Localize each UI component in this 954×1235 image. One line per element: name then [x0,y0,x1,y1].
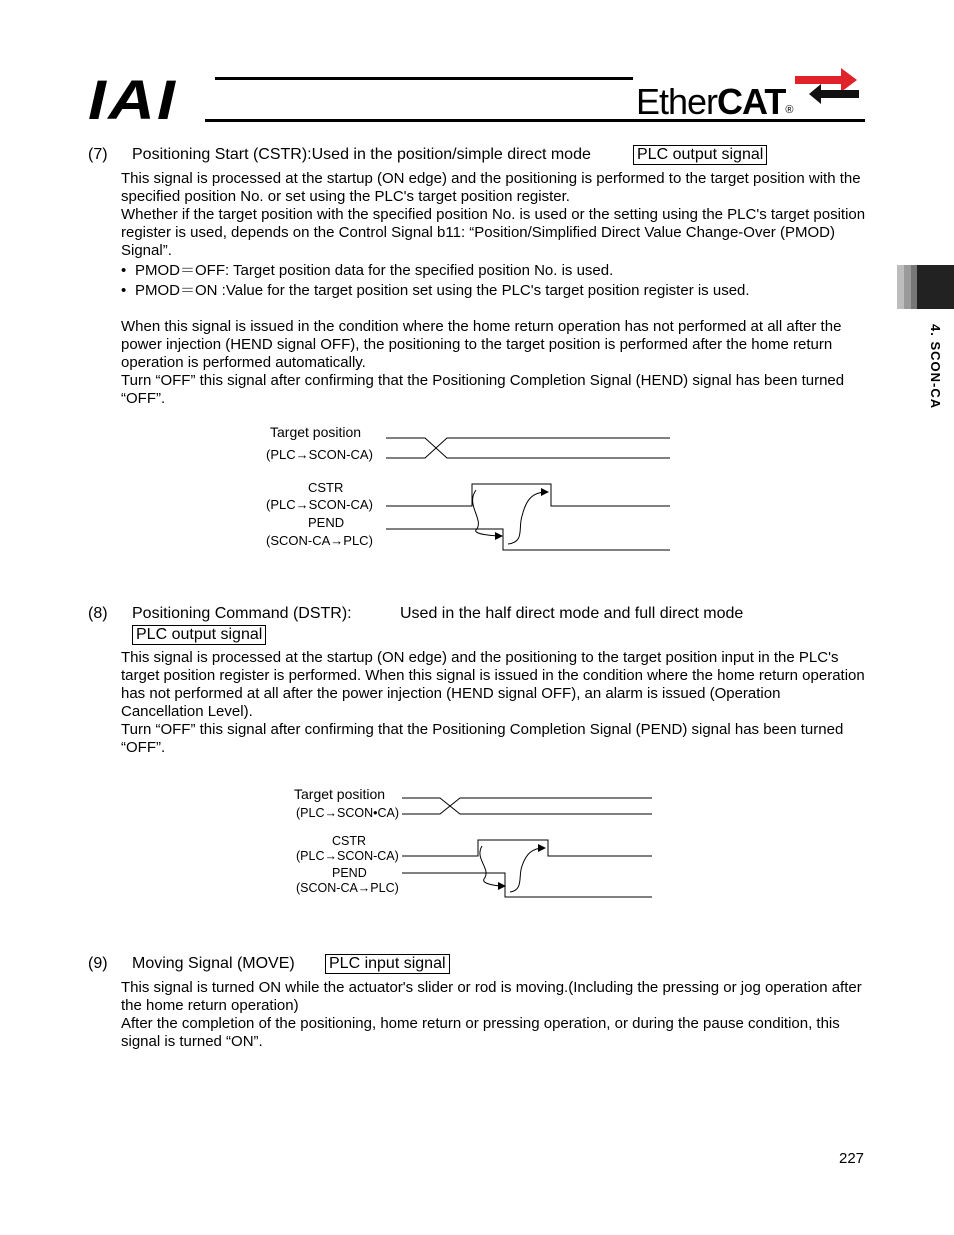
section-8-number: (8) [88,605,108,622]
diagram-pend-sub: (SCON-CA→PLC) [266,533,373,548]
ethercat-arrow-icon [795,66,859,106]
section-7-paragraph: This signal is processed at the startup (ON edge) and the positioning is performed to the target position with the specified position No. or set using the PLC's target position register. [121,170,861,205]
ethercat-logo-plain: Ether [636,81,718,122]
section-7-paragraph: Turn “OFF” this signal after confirming that the Positioning Completion Signal (HEND) signal has been turned “OFF”. [121,372,845,407]
section-7-number: (7) [88,146,108,163]
diagram-target-label: Target position [270,424,362,440]
section-9-paragraph: After the completion of the positioning, home return or pressing operation, or during the pause condition, this signal is turned “ON”. [121,1015,840,1050]
section-8-title-note: Used in the half direct mode and full direct mode [400,605,744,622]
bullet-dot-icon: • [121,282,127,299]
section-7-paragraph: When this signal is issued in the condition where the home return operation has not performed at all after the power injection (HEND signal OFF), the positioning to the target position is performed after the home return operation is performed automatically. [121,318,842,371]
diagram-target-label: Target position [294,786,386,802]
diagram-target-sub: (PLC→SCON-CA) [266,447,373,462]
diagram-pend-label: PEND [332,866,367,880]
header [0,0,954,131]
section-7-bullet-text: PMOD＝ON :Value for the target position set using the PLC's target position register is used. [135,282,750,299]
diagram-target-sub: (PLC→SCON•CA) [296,806,399,820]
section-9-paragraph: This signal is turned ON while the actuator's slider or rod is moving.(Including the pressing or jog operation after the home return operation) [121,979,862,1014]
section-9-badge: PLC input signal [325,954,450,974]
section-7-bullet [121,262,866,280]
header-rule-thin [215,77,633,80]
section-9-number: (9) [88,955,108,972]
side-tab [897,265,954,309]
page-number: 227 [839,1150,865,1167]
section-8-body [121,649,866,757]
diagram-cstr-label: CSTR [332,834,367,848]
side-tab-label: 4. SCON-CA [928,324,943,410]
timing-waveforms [292,784,662,904]
section-7-bullet [121,282,866,300]
section-8-title: Positioning Command (DSTR): [132,605,352,622]
diagram-pend-sub: (SCON-CA→PLC) [296,881,399,895]
bullet-dot-icon: • [121,262,127,279]
section-7-bullet-text: PMOD＝OFF: Target position data for the specified position No. is used. [135,262,614,279]
timing-waveforms [260,420,680,560]
ethercat-logo-bold: CAT [717,81,786,122]
ethercat-registered-mark: ® [785,104,794,116]
section-9-body [121,979,866,1051]
ethercat-logo [636,82,793,122]
section-7-body [121,170,866,408]
section-9-title: Moving Signal (MOVE) [132,955,295,972]
section-8-paragraph: Turn “OFF” this signal after confirming that the Positioning Completion Signal (PEND) signal has been turned “OFF”. [121,721,844,756]
section-8-paragraph: This signal is processed at the startup (ON edge) and the positioning to the target position input in the PLC's target position register is performed. When this signal is issued in the condition where the home return operation has not performed at all after the power injection (HEND signal OFF), an alarm is issued (Operation Cancellation Level). [121,649,865,720]
section-7-paragraph: Whether if the target position with the specified position No. is used or the setting using the PLC's target position register is used, depends on the Control Signal b11: “Position/Simplified Direct Value Change-Over (PMOD) Signal”. [121,206,866,259]
diagram-cstr-sub: (PLC→SCON-CA) [296,849,399,863]
diagram-cstr-label: CSTR [308,480,344,495]
iai-logo: IAI [88,68,178,131]
section-7-title: Positioning Start (CSTR):Used in the position/simple direct mode [132,146,591,163]
diagram-pend-label: PEND [308,515,345,530]
timing-diagram-dstr [292,784,662,904]
section-8-badge: PLC output signal [132,625,266,645]
timing-diagram-cstr [260,420,680,560]
diagram-cstr-sub: (PLC→SCON-CA) [266,497,373,512]
section-7-badge: PLC output signal [633,145,767,165]
